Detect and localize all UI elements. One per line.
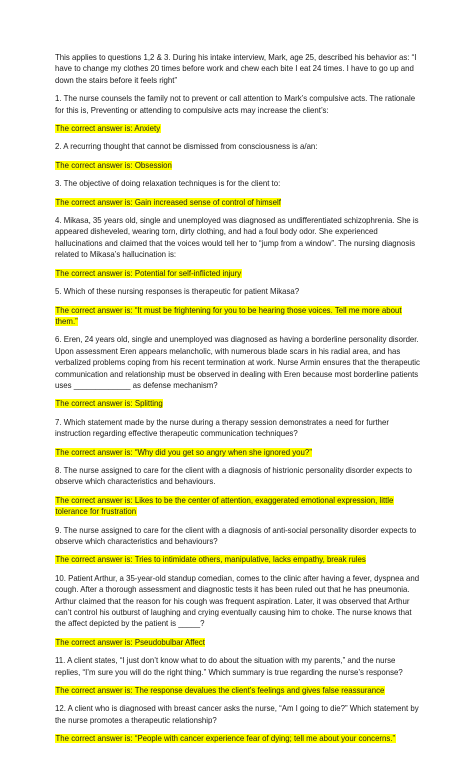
answer-1 [55,123,420,134]
answer-3-highlight: The correct answer is: Gain increased sense of control of himself [55,197,281,207]
answer-2-highlight: The correct answer is: Obsession [55,160,172,170]
question-3: 3. The objective of doing relaxation techniques is for the client to: [55,179,281,189]
answer-6-highlight: The correct answer is: Splitting [55,399,163,409]
answer-1-highlight: The correct answer is: Anxiety [55,124,161,134]
answer-10 [55,637,420,648]
answer-8 [55,495,420,518]
question-6: 6. Eren, 24 years old, single and unemployed was diagnosed as having a borderline personality disorder. Upon assessment Eren appears melancholic, with numerous blade scars in his radial area, and has verbalized problems coping from his recent termination at work. Nurse Armin ensures that the therapeutic communication and relationship must be observed in dealing with Eren because most borderline patients uses _____________ as defense mechanism? [55,335,420,390]
question-12: 12. A client who is diagnosed with breast cancer asks the nurse, “Am I going to die?” Which statement by the nurse promotes a therapeutic relationship? [55,704,419,725]
answer-9 [55,554,420,565]
question-10: 10. Patient Arthur, a 35-year-old standup comedian, comes to the clinic after having a fever, dyspnea and cough. After a thorough assessment and diagnostic tests it has been ruled out that he has pneumonia. Arthur claimed that the reason for his cough was frequent aspiration. Later, it was observed that Arthur can’t control his outburst of laughing and crying eventually causing him to choke. The nurse knows that the affect depicted by the patient is _____? [55,573,420,629]
answer-3 [55,197,420,208]
answer-6 [55,398,420,409]
answer-4 [55,268,420,279]
answer-2 [55,160,420,171]
answer-8-highlight: The correct answer is: Likes to be the center of attention, exaggerated emotional expression, little tolerance for frustration [55,495,394,517]
answer-11 [55,685,420,696]
question-8: 8. The nurse assigned to care for the client with a diagnosis of histrionic personality disorder expects to observe which characteristics and behaviours. [55,465,412,487]
question-4: 4. Mikasa, 35 years old, single and unemployed was diagnosed as undifferentiated schizophrenia. She is appeared disheveled, wearing torn, dirty clothing, and had a foul body odor. She experienced hallucinations and claimed that the voices would tell her to “jump from a window”. The nursing diagnosis related to Mikasa’s hallucination is: [55,216,419,260]
answer-7 [55,447,420,458]
question-7: 7. Which statement made by the nurse during a therapy session demonstrates a need for further instruction regarding effective therapeutic communication techniques? [55,417,389,439]
answer-11-highlight: The correct answer is: The response devalues the client’s feelings and gives false reassurance [55,686,385,696]
question-2: 2. A recurring thought that cannot be dismissed from consciousness is a/an: [55,142,318,152]
answer-9-highlight: The correct answer is: Tries to intimidate others, manipulative, lacks empathy, break rules [55,555,366,565]
question-9: 9. The nurse assigned to care for the client with a diagnosis of anti-social personality disorder expects to observe which characteristics and behaviours? [55,525,417,546]
answer-4-highlight: The correct answer is: Potential for self-inflicted injury [55,268,242,278]
intro-text: This applies to questions 1,2 & 3. During his intake interview, Mark, age 25, described his behavior as: “I have to change my clothes 20 times before work and chew each bite I eat 24 times. I have to go up and down the stairs before it feels right” [55,53,417,85]
answer-5-highlight: The correct answer is: “It must be frightening for you to be hearing those voices. Tell me more about them.” [55,305,402,326]
answer-5 [55,305,420,328]
answer-10-highlight: The correct answer is: Pseudobulbar Affect [55,637,205,647]
question-1: 1. The nurse counsels the family not to prevent or call attention to Mark’s compulsive acts. The rationale for this is, Preventing or attending to compulsive acts may increase the client’s: [55,94,416,115]
answer-12-highlight: The correct answer is: “People with cancer experience fear of dying; tell me about your concerns.” [55,734,396,744]
question-5: 5. Which of these nursing responses is therapeutic for patient Mikasa? [55,287,300,297]
answer-7-highlight: The correct answer is: “Why did you get so angry when she ignored you?” [55,447,312,457]
answer-12 [55,733,420,744]
question-11: 11. A client states, “I just don’t know what to do about the situation with my parents,” and the nurse replies, “I’m sure you will do the right thing.” Which summary is true regarding the nurse’s response? [55,656,403,677]
